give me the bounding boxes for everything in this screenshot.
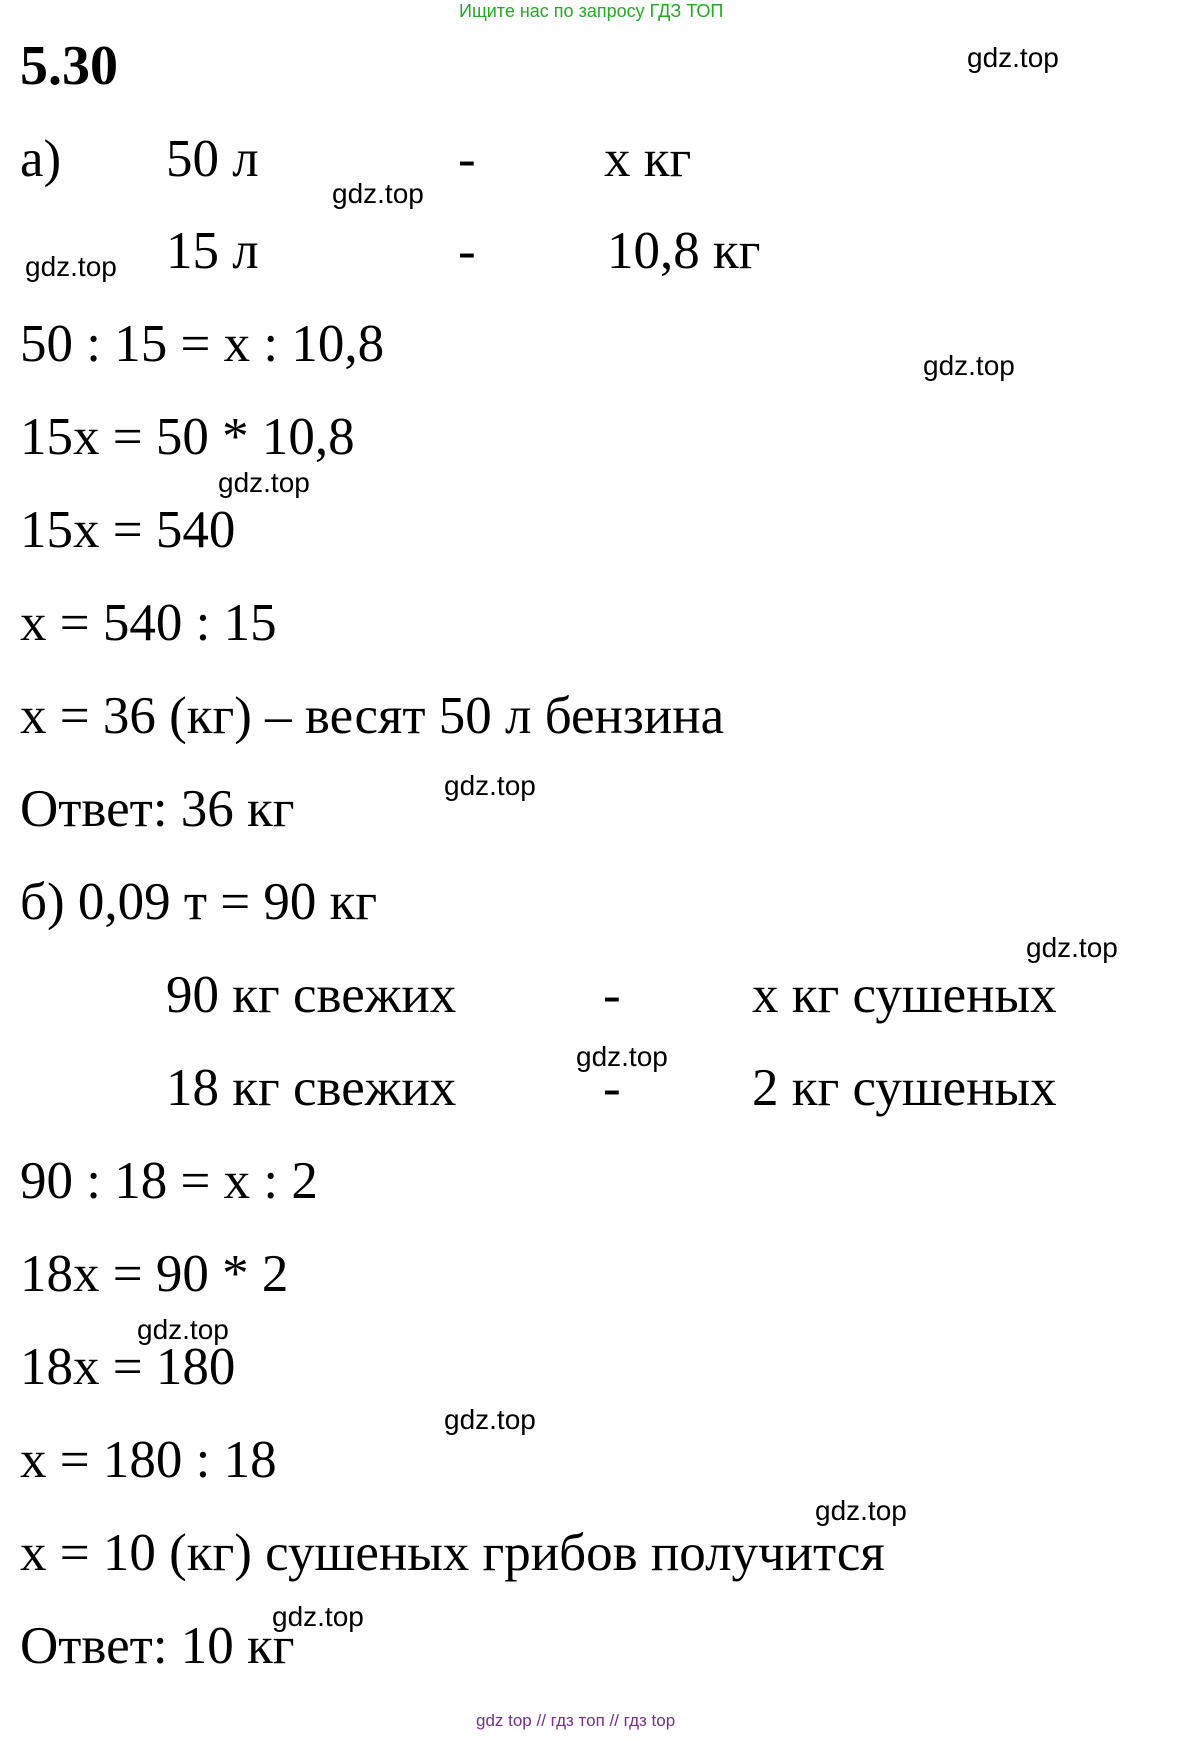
part-a-step-1: 50 : 15 = х : 10,8	[20, 315, 385, 373]
watermark: gdz.top	[332, 178, 424, 209]
watermark: gdz.top	[218, 467, 310, 498]
search-hint: Ищите нас по запросу ГДЗ ТОП	[459, 1, 724, 21]
part-b-step-4: х = 180 : 18	[20, 1431, 277, 1489]
part-a-step-3: 15х = 540	[20, 501, 236, 559]
part-b-step-2: 18х = 90 * 2	[20, 1245, 289, 1303]
part-b-step-3: 18х = 180	[20, 1338, 236, 1396]
part-b-row2-left: 18 кг свежих	[166, 1059, 457, 1117]
watermark: gdz.top	[1026, 932, 1118, 963]
part-b-label: б) 0,09 т = 90 кг	[20, 873, 378, 931]
part-a-row2-dash: -	[458, 222, 476, 280]
part-b-row2-right: 2 кг сушеных	[752, 1059, 1057, 1117]
part-a-step-2: 15х = 50 * 10,8	[20, 408, 355, 466]
part-b-step-1: 90 : 18 = х : 2	[20, 1152, 318, 1210]
watermark: gdz.top	[923, 350, 1015, 381]
part-b-row1-left: 90 кг свежих	[166, 966, 457, 1024]
part-a-step-4: х = 540 : 15	[20, 594, 277, 652]
part-a-row1-left: 50 л	[166, 130, 259, 188]
part-b-row1-right: х кг сушеных	[752, 966, 1057, 1024]
part-b-row2-dash: -	[603, 1059, 621, 1117]
part-a-row1-dash: -	[458, 130, 476, 188]
part-a-row2-left: 15 л	[166, 222, 259, 280]
part-a-row2-right: 10,8 кг	[607, 222, 761, 280]
watermark: gdz.top	[25, 251, 117, 282]
part-b-answer: Ответ: 10 кг	[20, 1617, 295, 1675]
watermark: gdz.top	[444, 770, 536, 801]
watermark: gdz.top	[815, 1495, 907, 1526]
problem-number: 5.30	[20, 35, 118, 97]
watermark: gdz.top	[576, 1041, 668, 1072]
part-a-label: а)	[20, 130, 62, 188]
watermark: gdz.top	[137, 1314, 229, 1345]
part-a-step-5: х = 36 (кг) – весят 50 л бензина	[20, 687, 725, 745]
watermark: gdz.top	[272, 1601, 364, 1632]
watermark: gdz.top	[444, 1404, 536, 1435]
part-b-step-5: х = 10 (кг) сушеных грибов получится	[20, 1524, 885, 1582]
part-b-row1-dash: -	[603, 966, 621, 1024]
part-a-answer: Ответ: 36 кг	[20, 780, 295, 838]
part-a-row1-right: х кг	[604, 130, 692, 188]
footer-links: gdz top // гдз топ // гдз top	[476, 1711, 676, 1730]
watermark: gdz.top	[967, 42, 1059, 73]
